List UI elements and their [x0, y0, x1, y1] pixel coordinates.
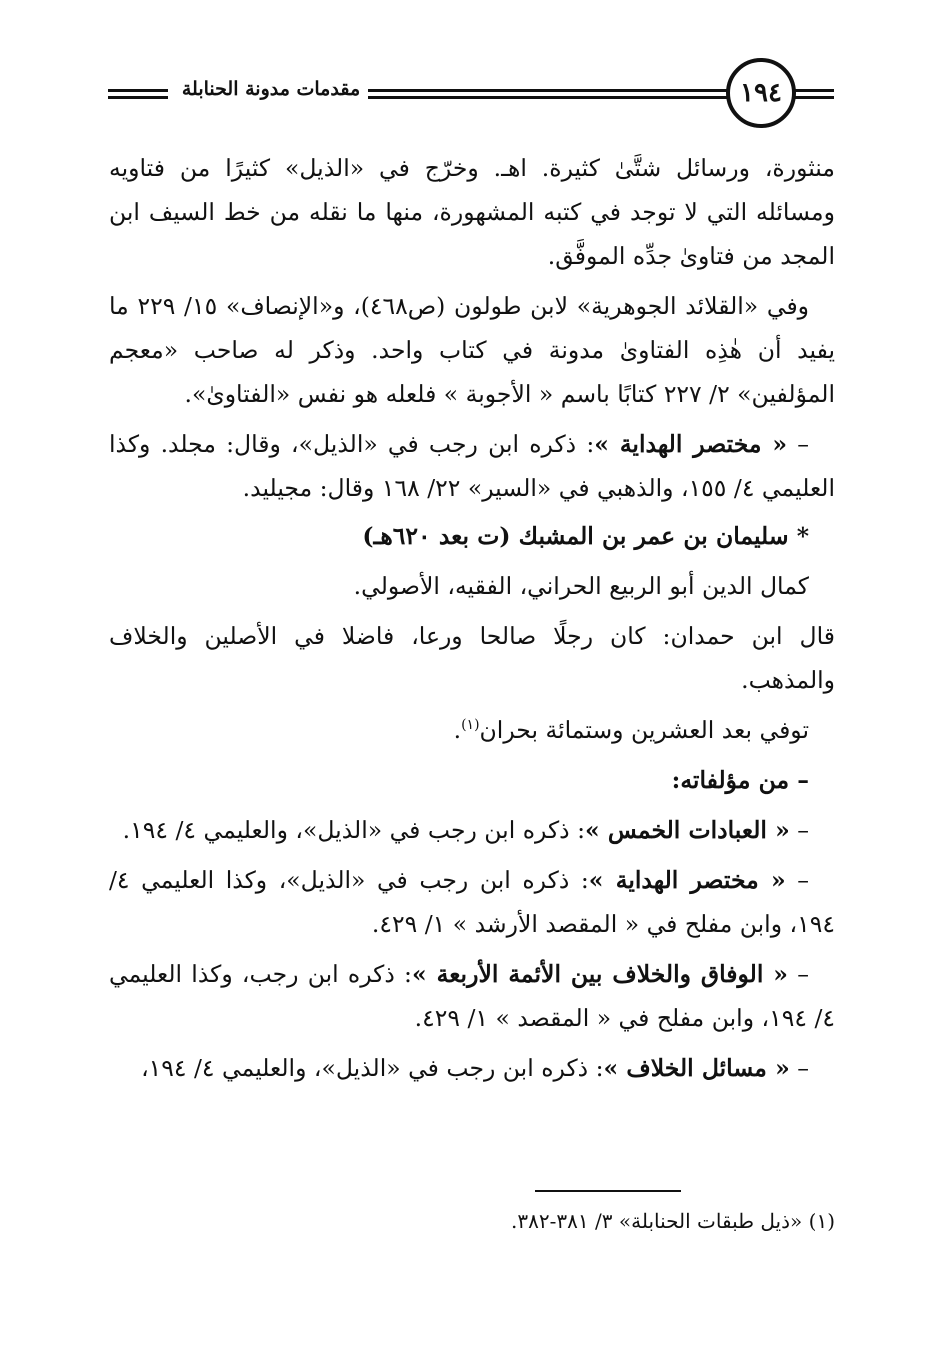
- paragraph: كمال الدين أبو الربيع الحراني، الفقيه، الأصولي.: [353, 572, 809, 600]
- book-title: « مختصر الهداية »: [594, 430, 788, 458]
- header-rule: [108, 89, 168, 92]
- paragraph: قال ابن حمدان: كان رجلًا صالحا ورعا، فاضلا في الأصلين والخلاف والمذهب.: [109, 622, 835, 694]
- paragraph: وفي «القلائد الجوهرية» لابن طولون (ص٤٦٨)، و«الإنصاف» ١٥/ ٢٢٩ ما يفيد أن هٰذِه الفتاوىٰ مدونة في كتاب واحد. وذكر له صاحب «معجم المؤلفين» ٢/ ٢٢٧ كتابًا باسم « الأجوبة » فلعله هو نفس «الفتاوىٰ».: [109, 292, 835, 408]
- item-text: : ذكره ابن رجب في «الذيل»، وقال: مجلد. وكذا العليمي ٤/ ١٥٥، والذهبي في «السير» ٢٢/ ١٦٨ وقال: مجيليد.: [109, 430, 835, 502]
- paragraph-tail: .: [453, 716, 462, 744]
- list-item: – « الوفاق والخلاف بين الأئمة الأربعة »: ذكره ابن رجب، وكذا العليمي ٤/ ١٩٤، وابن مفلح في « المقصد » ١/ ٤٢٩.: [109, 960, 835, 1032]
- footnote-marker: (١): [808, 1209, 835, 1233]
- header-rule: [368, 89, 746, 92]
- paragraph: [109, 708, 835, 752]
- footnote: [109, 1206, 835, 1236]
- item-text: : ذكره ابن رجب في «الذيل»، والعليمي ٤/ ١٩٤.: [122, 816, 586, 844]
- list-item: – « مختصر الهداية »: ذكره ابن رجب في «الذيل»، وكذا العليمي ٤/ ١٩٤، وابن مفلح في « المقصد الأرشد » ١/ ٤٢٩.: [109, 866, 835, 938]
- page-number: ١٩٤: [726, 58, 796, 128]
- footnote-ref: (١): [461, 717, 480, 734]
- list-item: – « العبادات الخمس »: ذكره ابن رجب في «الذيل»، والعليمي ٤/ ١٩٤.: [122, 816, 809, 844]
- footnote-text: «ذيل طبقات الحنابلة» ٣/ ٣٨١-٣٨٢.: [511, 1209, 803, 1233]
- paragraph: منثورة، ورسائل شتَّىٰ كثيرة. اهـ. وخرّج في «الذيل» كثيرًا من فتاويه ومسائله التي لا توجد في كتبه المشهورة، منها ما نقله من خط السيف ابن المجد من فتاوىٰ جدِّه الموفَّق.: [109, 154, 835, 270]
- book-title: « مختصر الهداية »: [588, 866, 786, 894]
- header-rule: [794, 96, 834, 99]
- item-text: : ذكره ابن رجب في «الذيل»، وكذا العليمي ٤/ ١٩٤، وابن مفلح في « المقصد الأرشد » ١/ ٤٢٩.: [109, 866, 835, 938]
- main-text: [109, 146, 835, 1090]
- book-title: « الوفاق والخلاف بين الأئمة الأربعة »: [411, 960, 788, 988]
- item-text: : ذكره ابن رجب في «الذيل»، والعليمي ٤/ ١٩٤،: [141, 1054, 604, 1082]
- header-rule: [108, 96, 168, 99]
- header-rule: [794, 89, 834, 92]
- book-title: « العبادات الخمس »: [585, 816, 790, 844]
- list-item: – « مسائل الخلاف »: ذكره ابن رجب في «الذيل»، والعليمي ٤/ ١٩٤،: [141, 1054, 809, 1082]
- section-heading: * سليمان بن عمر بن المشبك (ت بعد ٦٢٠هـ): [362, 522, 809, 550]
- running-title: مقدمات مدونة الحنابلة: [181, 78, 361, 100]
- book-title: « مسائل الخلاف »: [603, 1054, 790, 1082]
- list-item: – « مختصر الهداية »: ذكره ابن رجب في «الذيل»، وقال: مجلد. وكذا العليمي ٤/ ١٥٥، والذهبي في «السير» ٢٢/ ١٦٨ وقال: مجيليد.: [109, 430, 835, 502]
- header-rule: [368, 96, 746, 99]
- item-text: : ذكره ابن رجب، وكذا العليمي ٤/ ١٩٤، وابن مفلح في « المقصد » ١/ ٤٢٩.: [109, 960, 835, 1032]
- subheading: – من مؤلفاته:: [671, 766, 809, 794]
- footnote-divider: [535, 1190, 681, 1192]
- page-header: [108, 58, 834, 134]
- paragraph-text: توفي بعد العشرين وستمائة بحران: [479, 716, 809, 744]
